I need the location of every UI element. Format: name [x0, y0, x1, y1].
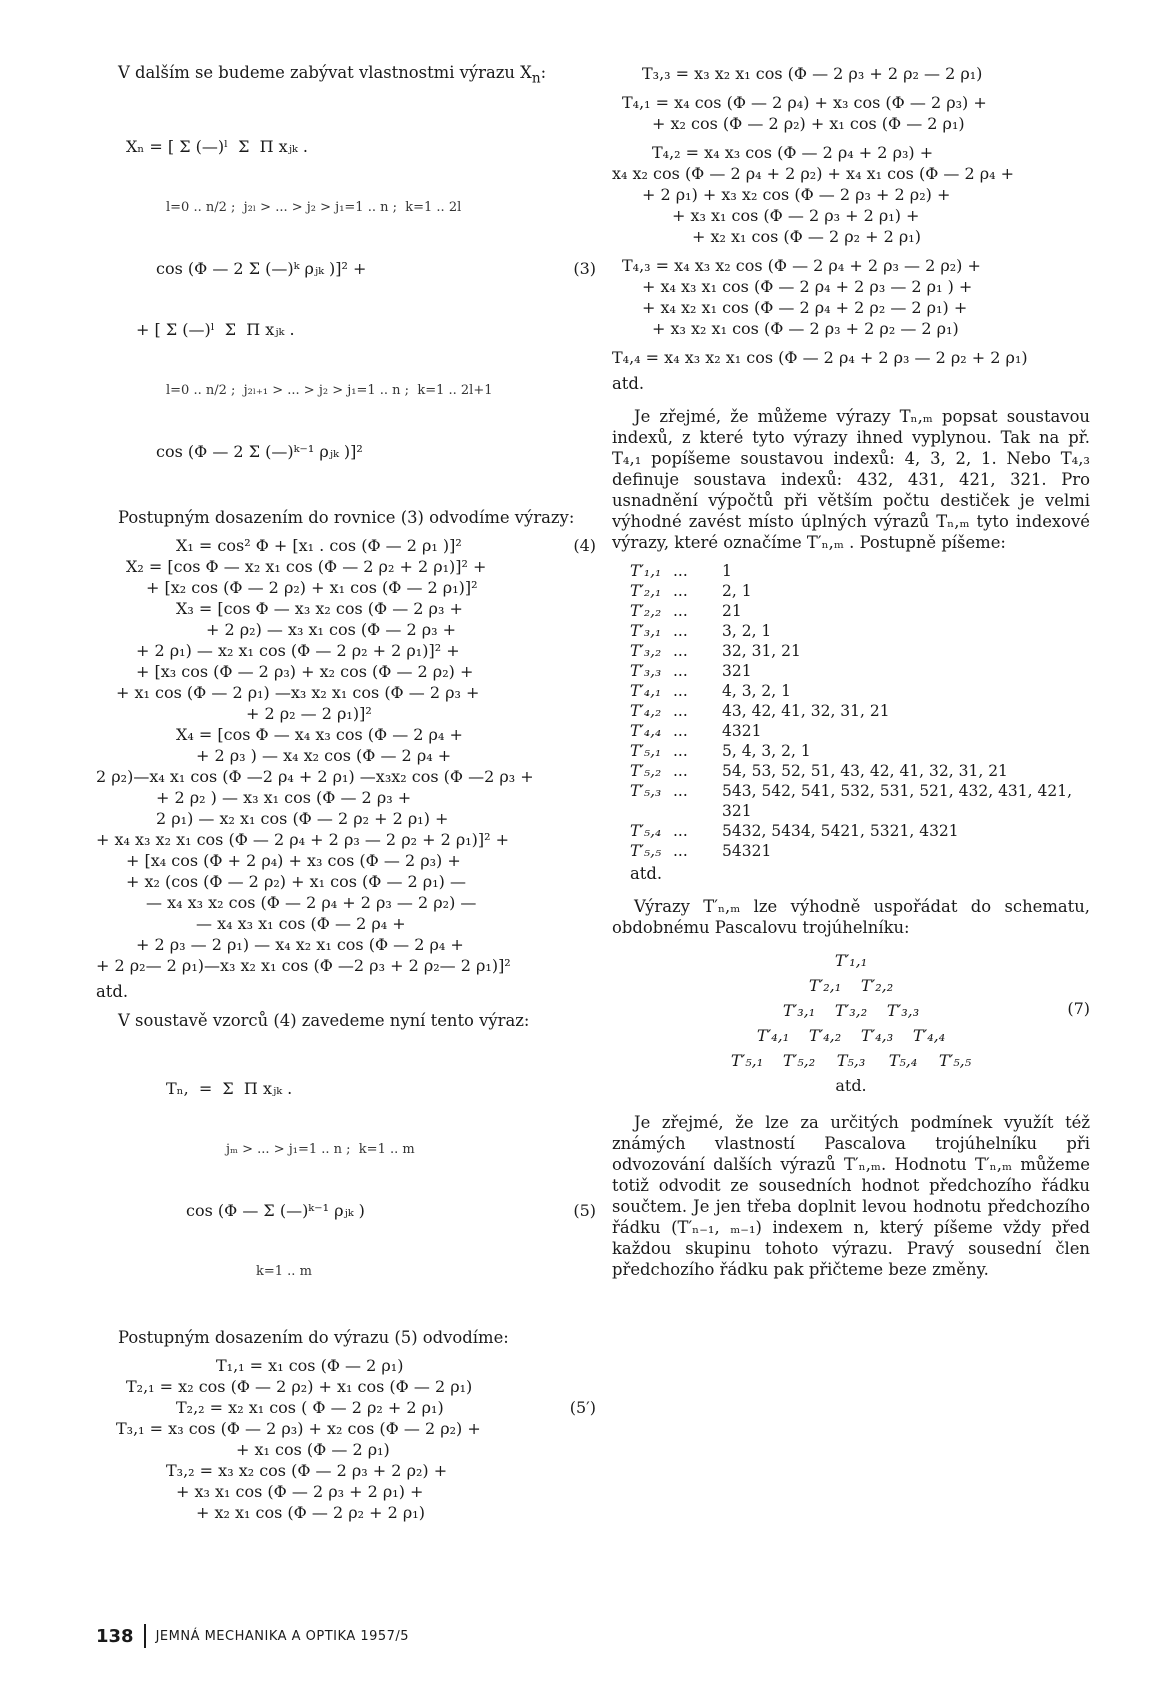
- paragraph-2: V soustavě vzorců (4) zavedeme nyní tento výraz:: [118, 1011, 530, 1031]
- index-row: [630, 741, 1090, 761]
- page-footer: [96, 1624, 409, 1648]
- eq4-line: X₂ = [cos Φ — x₂ x₁ cos (Φ — 2 ρ₂ + 2 ρ₁)]² +: [126, 557, 487, 577]
- index-table: [630, 561, 1090, 861]
- triangle-cell: T′₄,₄: [912, 1026, 946, 1045]
- teq-line: + x₂ cos (Φ — 2 ρ₂) + x₁ cos (Φ — 2 ρ₁): [652, 114, 965, 133]
- intro-text: V dalším se budeme zabývat vlastnostmi výrazu X: [118, 63, 532, 82]
- intro-tail: :: [540, 63, 547, 82]
- teq-line: + x₄ x₃ x₁ cos (Φ — 2 ρ₄ + 2 ρ₃ — 2 ρ₁ ) +: [642, 277, 973, 296]
- eq3-line-3: + [ Σ (—)ˡ Σ Π xⱼₖ .: [136, 320, 295, 340]
- eq5-line-2-limits: k=1 .. m: [256, 1264, 312, 1280]
- index-dots: ...: [673, 582, 688, 600]
- index-dots: ...: [673, 562, 688, 580]
- footer-divider: [144, 1624, 146, 1648]
- triangle-row: [612, 973, 1090, 998]
- index-row: [630, 581, 1090, 601]
- index-key: T′₃,₁: [630, 622, 662, 640]
- eq4-line: — x₄ x₃ x₂ cos (Φ — 2 ρ₄ + 2 ρ₃ — 2 ρ₂) —: [146, 893, 477, 913]
- index-key: T′₂,₁: [630, 582, 662, 600]
- index-val: 1: [722, 562, 732, 580]
- index-dots: ...: [673, 642, 688, 660]
- index-key: T′₄,₄: [630, 722, 662, 740]
- eq4-line: + 2 ρ₂— 2 ρ₁)—x₃ x₂ x₁ cos (Φ —2 ρ₃ + 2 ρ₂— 2 ρ₁)]²: [96, 956, 511, 976]
- triangle-cell: T′₄,₃: [860, 1026, 894, 1045]
- index-row: [630, 781, 1090, 821]
- index-val: 43, 42, 41, 32, 31, 21: [722, 702, 890, 720]
- eq4-line: 2 ρ₁) — x₂ x₁ cos (Φ — 2 ρ₂ + 2 ρ₁) +: [156, 809, 449, 829]
- eq4-line: 2 ρ₂)—x₄ x₁ cos (Φ —2 ρ₄ + 2 ρ₁) —x₃x₂ cos (Φ —2 ρ₃ +: [96, 767, 534, 787]
- index-row: [630, 721, 1090, 741]
- eq3-line-1: Xₙ = [ Σ (—)ˡ Σ Π xⱼₖ .: [126, 137, 308, 157]
- triangle-row: [612, 948, 1090, 973]
- teq-line: T₃,₃ = x₃ x₂ x₁ cos (Φ — 2 ρ₃ + 2 ρ₂ — 2 ρ₁): [642, 64, 983, 83]
- triangle-cell: T′₃,₁: [782, 1001, 816, 1020]
- triangle-atd: atd.: [835, 1076, 867, 1095]
- triangle-cell: T′₅,₂: [782, 1051, 816, 1070]
- equation-3: [126, 97, 596, 503]
- equation-5-prime: [96, 1356, 596, 1524]
- index-key: T′₄,₂: [630, 702, 662, 720]
- index-val: 321: [722, 662, 752, 680]
- triangle-cell: T₅,₃: [836, 1051, 866, 1070]
- index-key: T′₁,₁: [630, 562, 662, 580]
- triangle-cell: T′₅,₅: [938, 1051, 972, 1070]
- teq-line: x₄ x₂ cos (Φ — 2 ρ₄ + 2 ρ₂) + x₄ x₁ cos (Φ — 2 ρ₄ +: [612, 164, 1015, 183]
- index-row: [630, 641, 1090, 661]
- triangle-cell: T′₃,₃: [886, 1001, 920, 1020]
- index-dots: ...: [673, 702, 688, 720]
- index-val: 54, 53, 52, 51, 43, 42, 41, 32, 31, 21: [722, 762, 1008, 780]
- index-key: T′₅,₂: [630, 762, 662, 780]
- eq5p-line: T₃,₁ = x₃ cos (Φ — 2 ρ₃) + x₂ cos (Φ — 2 ρ₂) +: [116, 1419, 481, 1439]
- eq5-line-1: Tₙ, = Σ Π xⱼₖ .: [166, 1079, 293, 1099]
- index-val: 4, 3, 2, 1: [722, 682, 792, 700]
- paragraph-6: Je zřejmé, že lze za určitých podmínek využít též známých vlastností Pascalova trojúhelníku při odvozování dalších výrazů T′ₙ,ₘ. Hodnotu T′ₙ,ₘ můžeme totiž odvodit ze sousedních hodnot předchozího řádku součtem. Je jen třeba doplnit levou hodnotu předchozího řádku (T′ₙ₋₁, ₘ₋₁) indexem n, který píšeme vždy před každou skupinu tohoto výrazu. Pravý sousední člen předchozího řádku pak přičteme beze změny.: [612, 1113, 1090, 1279]
- eq4-line: + x₄ x₃ x₂ x₁ cos (Φ — 2 ρ₄ + 2 ρ₃ — 2 ρ₂ + 2 ρ₁)]² +: [96, 830, 510, 850]
- atd-3: atd.: [630, 864, 663, 883]
- eq5p-line: + x₃ x₁ cos (Φ — 2 ρ₃ + 2 ρ₁) +: [176, 1482, 424, 1502]
- triangle-cell: T′₄,₁: [756, 1026, 790, 1045]
- index-key: T′₂,₂: [630, 602, 662, 620]
- eq5p-line: + x₂ x₁ cos (Φ — 2 ρ₂ + 2 ρ₁): [196, 1503, 425, 1523]
- triangle-row: [612, 1023, 1090, 1048]
- index-key: T′₅,₃: [630, 782, 662, 800]
- eq5p-number: (5′): [569, 1398, 596, 1418]
- equation-4: [96, 536, 596, 977]
- teq-line: + 2 ρ₁) + x₃ x₂ cos (Φ — 2 ρ₃ + 2 ρ₂) +: [642, 185, 951, 204]
- teq-line: T₄,₄ = x₄ x₃ x₂ x₁ cos (Φ — 2 ρ₄ + 2 ρ₃ — 2 ρ₂ + 2 ρ₁): [612, 348, 1028, 367]
- eq4-line: X₄ = [cos Φ — x₄ x₃ cos (Φ — 2 ρ₄ +: [176, 725, 463, 745]
- eq5p-line: + x₁ cos (Φ — 2 ρ₁): [236, 1440, 390, 1460]
- atd-1: atd.: [96, 982, 129, 1002]
- eq4-number: (4): [573, 536, 596, 556]
- pascal-triangle: [612, 948, 1090, 1098]
- eq4-line: + [x₂ cos (Φ — 2 ρ₂) + x₁ cos (Φ — 2 ρ₁)]²: [146, 578, 478, 598]
- triangle-cell: T′₁,₁: [834, 951, 868, 970]
- index-key: T′₃,₂: [630, 642, 662, 660]
- index-val: 543, 542, 541, 532, 531, 521, 432, 431, 421, 321: [722, 782, 1073, 820]
- triangle-cell: T′₂,₂: [860, 976, 894, 995]
- eq4-line: + 2 ρ₂ — 2 ρ₁)]²: [246, 704, 372, 724]
- index-val: 32, 31, 21: [722, 642, 801, 660]
- index-row: [630, 601, 1090, 621]
- index-dots: ...: [673, 742, 688, 760]
- eq4-line: + 2 ρ₂) — x₃ x₁ cos (Φ — 2 ρ₃ +: [206, 620, 457, 640]
- index-key: T′₅,₄: [630, 822, 662, 840]
- atd-2: atd.: [612, 374, 645, 393]
- index-row: [630, 701, 1090, 721]
- eq4-line: + x₁ cos (Φ — 2 ρ₁) —x₃ x₂ x₁ cos (Φ — 2 ρ₃ +: [116, 683, 480, 703]
- index-row: [630, 561, 1090, 581]
- journal-title: JEMNÁ MECHANIKA A OPTIKA 1957/5: [155, 1628, 410, 1644]
- index-dots: ...: [673, 842, 688, 860]
- triangle-cell: T′₄,₂: [808, 1026, 842, 1045]
- index-dots: ...: [673, 622, 688, 640]
- index-key: T′₃,₃: [630, 662, 662, 680]
- triangle-cell: T₅,₄: [888, 1051, 918, 1070]
- index-dots: ...: [673, 762, 688, 780]
- teq-line: + x₃ x₂ x₁ cos (Φ — 2 ρ₃ + 2 ρ₂ — 2 ρ₁): [652, 319, 959, 338]
- eq5p-line: T₃,₂ = x₃ x₂ cos (Φ — 2 ρ₃ + 2 ρ₂) +: [166, 1461, 448, 1481]
- teq-line: T₄,₁ = x₄ cos (Φ — 2 ρ₄) + x₃ cos (Φ — 2 ρ₃) +: [622, 93, 987, 112]
- eq3-line-2: cos (Φ — 2 Σ (—)ᵏ ρⱼₖ )]² + (3): [156, 259, 596, 279]
- eq5p-line: T₁,₁ = x₁ cos (Φ — 2 ρ₁): [216, 1356, 404, 1376]
- teq-line: T₄,₃ = x₄ x₃ x₂ cos (Φ — 2 ρ₄ + 2 ρ₃ — 2 ρ₂) +: [622, 256, 981, 275]
- teq-line: + x₃ x₁ cos (Φ — 2 ρ₃ + 2 ρ₁) +: [672, 206, 920, 225]
- eq4-line: X₃ = [cos Φ — x₃ x₂ cos (Φ — 2 ρ₃ +: [176, 599, 463, 619]
- index-dots: ...: [673, 662, 688, 680]
- index-dots: ...: [673, 722, 688, 740]
- index-key: T′₅,₁: [630, 742, 662, 760]
- eq3-line-4: cos (Φ — 2 Σ (—)ᵏ⁻¹ ρⱼₖ )]²: [156, 442, 363, 462]
- eq3-number: (3): [573, 259, 596, 279]
- eq4-line: + [x₃ cos (Φ — 2 ρ₃) + x₂ cos (Φ — 2 ρ₂) +: [136, 662, 474, 682]
- index-dots: ...: [673, 602, 688, 620]
- eq5-line-1-limits: jₘ > ... > j₁=1 .. n ; k=1 .. m: [226, 1142, 415, 1158]
- index-key: T′₄,₁: [630, 682, 662, 700]
- triangle-cell: T′₂,₁: [808, 976, 842, 995]
- teq-line: + x₄ x₂ x₁ cos (Φ — 2 ρ₄ + 2 ρ₂ — 2 ρ₁) +: [642, 298, 968, 317]
- paragraph-5: Výrazy T′ₙ,ₘ lze výhodně uspořádat do schematu, obdobnému Pascalovu trojúhelníku:: [612, 897, 1090, 937]
- index-row: [630, 761, 1090, 781]
- paragraph-1: Postupným dosazením do rovnice (3) odvodíme výrazy:: [118, 508, 575, 528]
- eq3-line-3-limits: l=0 .. n/2 ; j₂ₗ₊₁ > ... > j₂ > j₁=1 .. n ; k=1 .. 2l+1: [166, 383, 493, 399]
- right-column: [612, 62, 1090, 1288]
- triangle-row: [612, 998, 1090, 1023]
- eq5p-line: T₂,₁ = x₂ cos (Φ — 2 ρ₂) + x₁ cos (Φ — 2 ρ₁): [126, 1377, 473, 1397]
- triangle-number: (7): [1067, 999, 1090, 1018]
- intro-paragraph: [96, 62, 596, 89]
- eq4-line: X₁ = cos² Φ + [x₁ . cos (Φ — 2 ρ₁ )]² (4): [176, 536, 596, 556]
- eq3-line-1-limits: l=0 .. n/2 ; j₂ₗ > ... > j₂ > j₁=1 .. n ; k=1 .. 2l: [166, 200, 462, 216]
- triangle-cell: T′₃,₂: [834, 1001, 868, 1020]
- index-val: 54321: [722, 842, 772, 860]
- index-val: 5, 4, 3, 2, 1: [722, 742, 811, 760]
- index-val: 3, 2, 1: [722, 622, 772, 640]
- eq4-line: + 2 ρ₂ ) — x₃ x₁ cos (Φ — 2 ρ₃ +: [156, 788, 412, 808]
- index-row: [630, 681, 1090, 701]
- eq4-line: + [x₄ cos (Φ + 2 ρ₄) + x₃ cos (Φ — 2 ρ₃) +: [126, 851, 461, 871]
- index-val: 5432, 5434, 5421, 5321, 4321: [722, 822, 959, 840]
- eq4-line: + 2 ρ₃ ) — x₄ x₂ cos (Φ — 2 ρ₄ +: [196, 746, 452, 766]
- index-dots: ...: [673, 822, 688, 840]
- eq4-line: + 2 ρ₃ — 2 ρ₁) — x₄ x₂ x₁ cos (Φ — 2 ρ₄ +: [136, 935, 464, 955]
- paragraph-4: Je zřejmé, že můžeme výrazy Tₙ,ₘ popsat soustavou indexů, z které tyto výrazy ihned vyplynou. Tak na př. T₄,₁ popíšeme soustavou indexů: 4, 3, 2, 1. Nebo T₄,₃ definuje soustava indexů: 432, 431, 421, 321. Pro usnadnění výpočtů při větším počtu destiček je velmi výhodné zavést místo úplných výrazů Tₙ,ₘ tyto indexové výrazy, které označíme T′ₙ,ₘ . Postupně píšeme:: [612, 407, 1090, 552]
- index-val: 21: [722, 602, 742, 620]
- index-val: 2, 1: [722, 582, 752, 600]
- teq-line: + x₂ x₁ cos (Φ — 2 ρ₂ + 2 ρ₁): [692, 227, 921, 246]
- eq4-line: + x₂ (cos (Φ — 2 ρ₂) + x₁ cos (Φ — 2 ρ₁) —: [126, 872, 466, 892]
- index-row: [630, 841, 1090, 861]
- eq4-line: + 2 ρ₁) — x₂ x₁ cos (Φ — 2 ρ₂ + 2 ρ₁)]² +: [136, 641, 460, 661]
- intro-subscript: n: [531, 70, 541, 87]
- triangle-cell: T′₅,₁: [730, 1051, 764, 1070]
- index-val: 4321: [722, 722, 762, 740]
- index-row: [630, 621, 1090, 641]
- eq5-line-2: cos (Φ — Σ (—)ᵏ⁻¹ ρⱼₖ ) (5): [186, 1201, 596, 1221]
- index-dots: ...: [673, 782, 688, 800]
- eq5p-line: T₂,₂ = x₂ x₁ cos ( Φ — 2 ρ₂ + 2 ρ₁) (5′): [176, 1398, 596, 1418]
- triangle-row: [612, 1048, 1090, 1073]
- eq4-line: — x₄ x₃ x₁ cos (Φ — 2 ρ₄ +: [196, 914, 406, 934]
- paragraph-3: Postupným dosazením do výrazu (5) odvodíme:: [118, 1328, 509, 1348]
- index-row: [630, 821, 1090, 841]
- index-dots: ...: [673, 682, 688, 700]
- equation-t-block: [612, 64, 1090, 369]
- left-column: [96, 62, 596, 1528]
- teq-line: T₄,₂ = x₄ x₃ cos (Φ — 2 ρ₄ + 2 ρ₃) +: [652, 143, 934, 162]
- index-key: T′₅,₅: [630, 842, 662, 860]
- page-number: 138: [96, 1625, 134, 1647]
- eq5-number: (5): [573, 1201, 596, 1221]
- equation-5: [166, 1039, 596, 1323]
- index-row: [630, 661, 1090, 681]
